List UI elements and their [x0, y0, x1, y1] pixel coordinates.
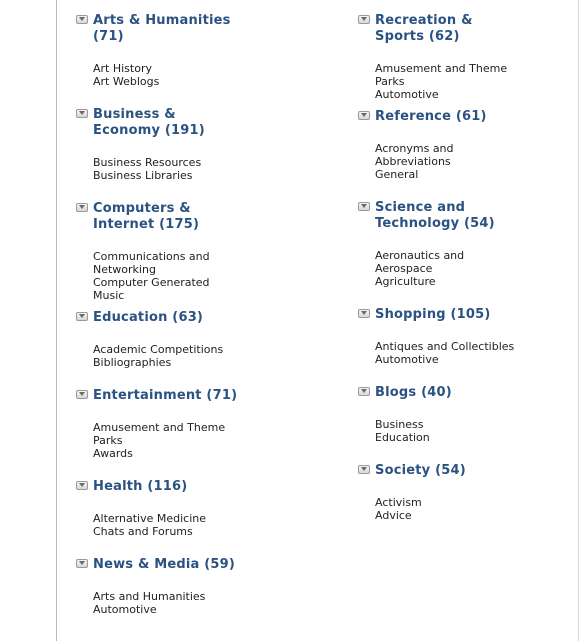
category-title-link[interactable] [93, 479, 323, 495]
left-divider [56, 0, 57, 641]
subcategory-link[interactable]: Amusement and Theme [375, 62, 508, 75]
category-title-line: (71) [93, 29, 124, 44]
subcategory-link[interactable]: Communications and [93, 250, 210, 263]
subcategory-link[interactable]: Automotive [375, 88, 439, 101]
subcategory-item [93, 434, 323, 447]
subcategory-link[interactable]: Art History [93, 62, 152, 75]
chevron-down-icon[interactable] [358, 465, 370, 474]
subcategory-link[interactable]: Arts and Humanities [93, 590, 206, 603]
category-shopping [358, 307, 583, 366]
subcategory-link[interactable]: Antiques and Collectibles [375, 340, 515, 353]
subcategory-link[interactable]: Aeronautics and [375, 249, 465, 262]
subcategory-link[interactable]: Chats and Forums [93, 525, 193, 538]
category-title-link[interactable] [93, 557, 323, 573]
subcategory-link[interactable]: Aerospace [375, 262, 433, 275]
chevron-down-icon[interactable] [358, 111, 370, 120]
subcategory-link[interactable]: Alternative Medicine [93, 512, 206, 525]
category-society [358, 463, 583, 522]
category-title-link[interactable] [375, 109, 583, 125]
chevron-down-icon[interactable] [76, 312, 88, 321]
subcategory-link[interactable]: Networking [93, 263, 156, 276]
category-title-line: Recreation & [375, 13, 473, 28]
subcategory-item [93, 289, 323, 302]
subcategory-item [375, 431, 583, 444]
category-title-line: Education (63) [93, 310, 204, 325]
subcategory-list [375, 62, 583, 101]
subcategory-link[interactable]: Education [375, 431, 430, 444]
subcategory-item [375, 353, 583, 366]
subcategory-link[interactable]: Abbreviations [375, 155, 451, 168]
subcategory-link[interactable]: Art Weblogs [93, 75, 160, 88]
subcategory-link[interactable]: Parks [93, 434, 123, 447]
subcategory-item [375, 249, 583, 262]
chevron-down-icon[interactable] [358, 202, 370, 211]
subcategory-item [375, 509, 583, 522]
subcategory-list [93, 250, 323, 302]
subcategory-list [375, 418, 583, 444]
chevron-down-icon[interactable] [358, 387, 370, 396]
subcategory-link[interactable]: Academic Competitions [93, 343, 224, 356]
category-title-link[interactable] [93, 310, 323, 326]
category-education [76, 310, 323, 369]
subcategory-item [375, 340, 583, 353]
chevron-down-icon[interactable] [358, 15, 370, 24]
chevron-down-icon[interactable] [76, 559, 88, 568]
category-recreation-and-sports [358, 13, 583, 101]
subcategory-list [93, 156, 323, 182]
subcategory-link[interactable]: Activism [375, 496, 422, 509]
subcategory-item [93, 525, 323, 538]
category-title-link[interactable] [93, 13, 323, 45]
category-title-link[interactable] [375, 385, 583, 401]
category-reference [358, 109, 583, 181]
subcategory-list [375, 142, 583, 181]
subcategory-link[interactable]: Computer Generated [93, 276, 210, 289]
subcategory-item [375, 155, 583, 168]
category-title-line: Society (54) [375, 463, 466, 478]
subcategory-item [375, 262, 583, 275]
category-blogs [358, 385, 583, 444]
subcategory-item [375, 62, 583, 75]
category-title-link[interactable] [375, 200, 583, 232]
subcategory-link[interactable]: Awards [93, 447, 133, 460]
subcategory-link[interactable]: Music [93, 289, 125, 302]
chevron-down-icon[interactable] [358, 309, 370, 318]
category-news-and-media [76, 557, 323, 616]
subcategory-item [93, 62, 323, 75]
subcategory-list [93, 590, 323, 616]
category-business-and-economy [76, 107, 323, 182]
subcategory-item [93, 447, 323, 460]
category-title-line: Business & [93, 107, 176, 122]
category-title-line: Health (116) [93, 479, 188, 494]
subcategory-list [93, 421, 323, 460]
subcategory-link[interactable]: Business [375, 418, 424, 431]
subcategory-link[interactable]: Advice [375, 509, 412, 522]
subcategory-item [375, 88, 583, 101]
subcategory-list [375, 496, 583, 522]
subcategory-item [375, 142, 583, 155]
subcategory-list [93, 512, 323, 538]
chevron-down-icon[interactable] [76, 390, 88, 399]
subcategory-item [93, 421, 323, 434]
category-title-line: Blogs (40) [375, 385, 452, 400]
subcategory-link[interactable]: Automotive [93, 603, 157, 616]
category-title-link[interactable] [93, 201, 323, 233]
subcategory-link[interactable]: Automotive [375, 353, 439, 366]
subcategory-list [93, 343, 323, 369]
category-science-and-technology [358, 200, 583, 288]
subcategory-link[interactable]: Agriculture [375, 275, 436, 288]
subcategory-item [93, 263, 323, 276]
chevron-down-icon[interactable] [76, 203, 88, 212]
chevron-down-icon[interactable] [76, 109, 88, 118]
category-title-line: Science and [375, 200, 466, 215]
category-title-line: Technology (54) [375, 216, 495, 231]
category-title-link[interactable] [375, 463, 583, 479]
subcategory-item [375, 418, 583, 431]
category-arts-and-humanities [76, 13, 323, 88]
category-title-link[interactable] [93, 107, 323, 139]
subcategory-link[interactable]: Business Libraries [93, 169, 193, 182]
category-entertainment [76, 388, 323, 460]
category-title-link[interactable] [375, 13, 583, 45]
subcategory-item [93, 250, 323, 263]
chevron-down-icon[interactable] [76, 481, 88, 490]
subcategory-item [93, 276, 323, 289]
subcategory-list [375, 340, 583, 366]
subcategory-item [93, 603, 323, 616]
category-title-line: Computers & [93, 201, 191, 216]
subcategory-item [93, 512, 323, 525]
category-health [76, 479, 323, 538]
subcategory-link[interactable]: Amusement and Theme [93, 421, 226, 434]
subcategory-link[interactable]: Bibliographies [93, 356, 172, 369]
category-title-link[interactable] [93, 388, 323, 404]
subcategory-item [375, 496, 583, 509]
subcategory-link[interactable]: General [375, 168, 419, 181]
subcategory-list [93, 62, 323, 88]
subcategory-link[interactable]: Parks [375, 75, 405, 88]
subcategory-item [375, 275, 583, 288]
category-title-line: Economy (191) [93, 123, 205, 138]
subcategory-item [375, 75, 583, 88]
subcategory-link[interactable]: Acronyms and [375, 142, 454, 155]
category-title-link[interactable] [375, 307, 583, 323]
category-title-line: Arts & Humanities [93, 13, 231, 28]
subcategory-item [93, 156, 323, 169]
subcategory-item [93, 590, 323, 603]
category-title-line: Entertainment (71) [93, 388, 238, 403]
chevron-down-icon[interactable] [76, 15, 88, 24]
subcategory-item [93, 169, 323, 182]
subcategory-item [375, 168, 583, 181]
category-title-line: News & Media (59) [93, 557, 236, 572]
subcategory-item [93, 356, 323, 369]
subcategory-item [93, 75, 323, 88]
category-title-line: Sports (62) [375, 29, 460, 44]
subcategory-link[interactable]: Business Resources [93, 156, 202, 169]
category-title-line: Internet (175) [93, 217, 200, 232]
category-title-line: Reference (61) [375, 109, 487, 124]
subcategory-list [375, 249, 583, 288]
category-title-line: Shopping (105) [375, 307, 491, 322]
category-computers-and-internet [76, 201, 323, 302]
subcategory-item [93, 343, 323, 356]
